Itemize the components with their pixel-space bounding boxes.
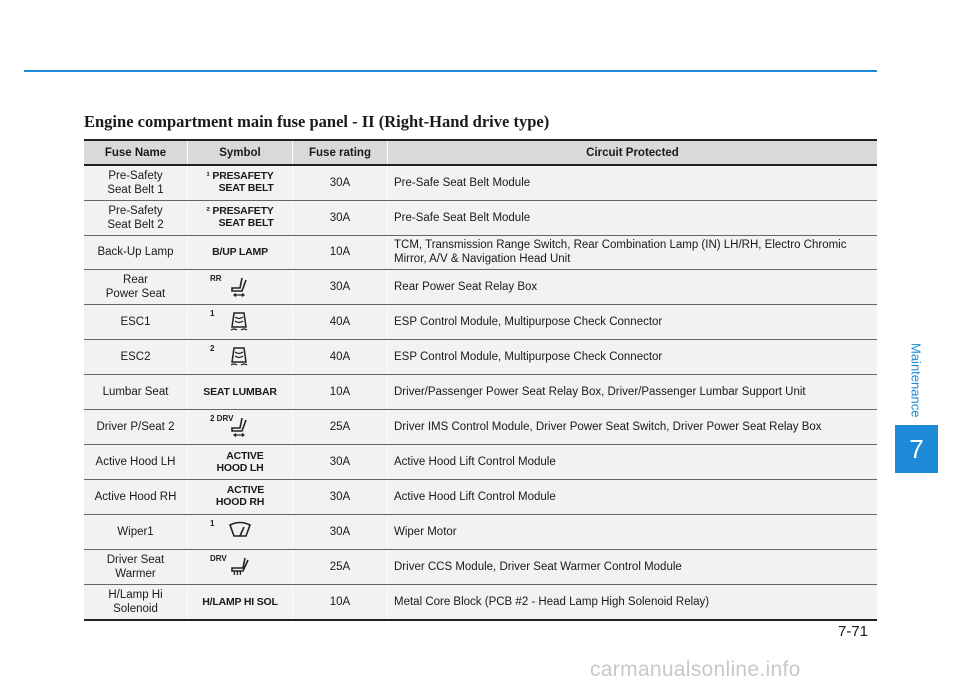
symbol-cell xyxy=(188,235,293,270)
circuit-cell: TCM, Transmission Range Switch, Rear Combination Lamp (IN) LH/RH, Electro Chromic Mirror, A/V & Navigation Head Unit xyxy=(388,235,878,270)
section-title: Engine compartment main fuse panel - II (Right-Hand drive type) xyxy=(84,112,550,131)
fuse-rating-cell: 10A xyxy=(293,235,388,270)
power-seat-icon xyxy=(210,410,270,440)
watermark: carmanualsonline.info xyxy=(590,658,801,681)
wiper-icon xyxy=(210,515,270,545)
fuse-rating-cell: 30A xyxy=(293,445,388,480)
chapter-label: Maintenance xyxy=(894,340,938,420)
circuit-cell: Active Hood Lift Control Module xyxy=(388,479,878,514)
symbol-superscript: DRV xyxy=(210,553,227,563)
symbol-cell xyxy=(188,340,293,375)
table-row xyxy=(84,445,877,480)
symbol-superscript: 1 xyxy=(210,518,215,528)
symbol-cell xyxy=(188,375,293,410)
symbol-superscript: 1 xyxy=(210,309,215,319)
table-row xyxy=(84,479,877,514)
symbol-cell xyxy=(188,270,293,305)
fuse-name-cell: Driver P/Seat 2 xyxy=(84,410,188,445)
column-header: Symbol xyxy=(188,140,293,165)
symbol-cell xyxy=(188,165,293,200)
fuse-name-cell: Rear Power Seat xyxy=(84,270,188,305)
fuse-name-cell: Pre-Safety Seat Belt 2 xyxy=(84,200,188,235)
fuse-name-cell: H/Lamp Hi Solenoid xyxy=(84,584,188,619)
table-row xyxy=(84,549,877,584)
fuse-rating-cell: 40A xyxy=(293,305,388,340)
symbol-superscript: RR xyxy=(210,274,222,284)
symbol-label: ² PRESAFETY SEAT BELT xyxy=(206,205,274,230)
table-row xyxy=(84,305,877,340)
table-row xyxy=(84,165,877,200)
column-header: Fuse Name xyxy=(84,140,188,165)
symbol-cell xyxy=(188,410,293,445)
circuit-cell: Wiper Motor xyxy=(388,514,878,549)
circuit-cell: ESP Control Module, Multipurpose Check Connector xyxy=(388,305,878,340)
fuse-name-cell: ESC1 xyxy=(84,305,188,340)
fuse-rating-cell: 30A xyxy=(293,270,388,305)
esc-icon xyxy=(210,305,270,335)
fuse-name-cell: Active Hood RH xyxy=(84,479,188,514)
symbol-cell xyxy=(188,549,293,584)
fuse-rating-cell: 30A xyxy=(293,165,388,200)
symbol-cell xyxy=(188,445,293,480)
symbol-label: B/UP LAMP xyxy=(212,246,268,259)
fuse-name-cell: ESC2 xyxy=(84,340,188,375)
fuse-rating-cell: 30A xyxy=(293,200,388,235)
fuse-name-cell: Active Hood LH xyxy=(84,445,188,480)
circuit-cell: Active Hood Lift Control Module xyxy=(388,445,878,480)
circuit-cell: Driver CCS Module, Driver Seat Warmer Control Module xyxy=(388,549,878,584)
circuit-cell: Pre-Safe Seat Belt Module xyxy=(388,165,878,200)
circuit-cell: Driver IMS Control Module, Driver Power Seat Switch, Driver Power Seat Relay Box xyxy=(388,410,878,445)
table-row xyxy=(84,200,877,235)
table-row xyxy=(84,340,877,375)
column-header: Circuit Protected xyxy=(388,140,878,165)
symbol-label: ¹ PRESAFETY SEAT BELT xyxy=(206,170,274,195)
top-rule xyxy=(24,70,877,72)
circuit-cell: Metal Core Block (PCB #2 - Head Lamp High Solenoid Relay) xyxy=(388,584,878,619)
circuit-cell: Driver/Passenger Power Seat Relay Box, Driver/Passenger Lumbar Support Unit xyxy=(388,375,878,410)
fuse-rating-cell: 25A xyxy=(293,549,388,584)
symbol-cell xyxy=(188,514,293,549)
table-header-row xyxy=(84,140,877,165)
symbol-superscript: 2 xyxy=(210,344,215,354)
table-row xyxy=(84,410,877,445)
table-row xyxy=(84,270,877,305)
fuse-rating-cell: 10A xyxy=(293,584,388,619)
power-seat-icon xyxy=(210,270,270,300)
fuse-name-cell: Pre-Safety Seat Belt 1 xyxy=(84,165,188,200)
circuit-cell: ESP Control Module, Multipurpose Check Connector xyxy=(388,340,878,375)
page-number: 7-71 xyxy=(838,623,869,640)
column-header: Fuse rating xyxy=(293,140,388,165)
fuse-rating-cell: 30A xyxy=(293,514,388,549)
symbol-superscript: 2 DRV xyxy=(210,414,234,424)
symbol-label: ACTIVE HOOD RH xyxy=(215,484,265,509)
fuse-name-cell: Back-Up Lamp xyxy=(84,235,188,270)
circuit-cell: Rear Power Seat Relay Box xyxy=(388,270,878,305)
table-row xyxy=(84,514,877,549)
fuse-table xyxy=(84,139,877,621)
symbol-label: SEAT LUMBAR xyxy=(203,386,277,399)
symbol-cell xyxy=(188,479,293,514)
table-row xyxy=(84,375,877,410)
fuse-name-cell: Lumbar Seat xyxy=(84,375,188,410)
table-row xyxy=(84,584,877,619)
fuse-rating-cell: 25A xyxy=(293,410,388,445)
fuse-name-cell: Wiper1 xyxy=(84,514,188,549)
circuit-cell: Pre-Safe Seat Belt Module xyxy=(388,200,878,235)
table-row xyxy=(84,235,877,270)
symbol-cell xyxy=(188,200,293,235)
esc-icon xyxy=(210,340,270,370)
fuse-name-cell: Driver Seat Warmer xyxy=(84,549,188,584)
fuse-rating-cell: 30A xyxy=(293,479,388,514)
symbol-label: H/LAMP HI SOL xyxy=(202,595,278,608)
seat-warmer-icon xyxy=(210,550,270,580)
fuse-rating-cell: 10A xyxy=(293,375,388,410)
symbol-cell xyxy=(188,584,293,619)
symbol-label: ACTIVE HOOD LH xyxy=(216,449,264,474)
fuse-rating-cell: 40A xyxy=(293,340,388,375)
symbol-cell xyxy=(188,305,293,340)
chapter-number: 7 xyxy=(895,425,938,473)
